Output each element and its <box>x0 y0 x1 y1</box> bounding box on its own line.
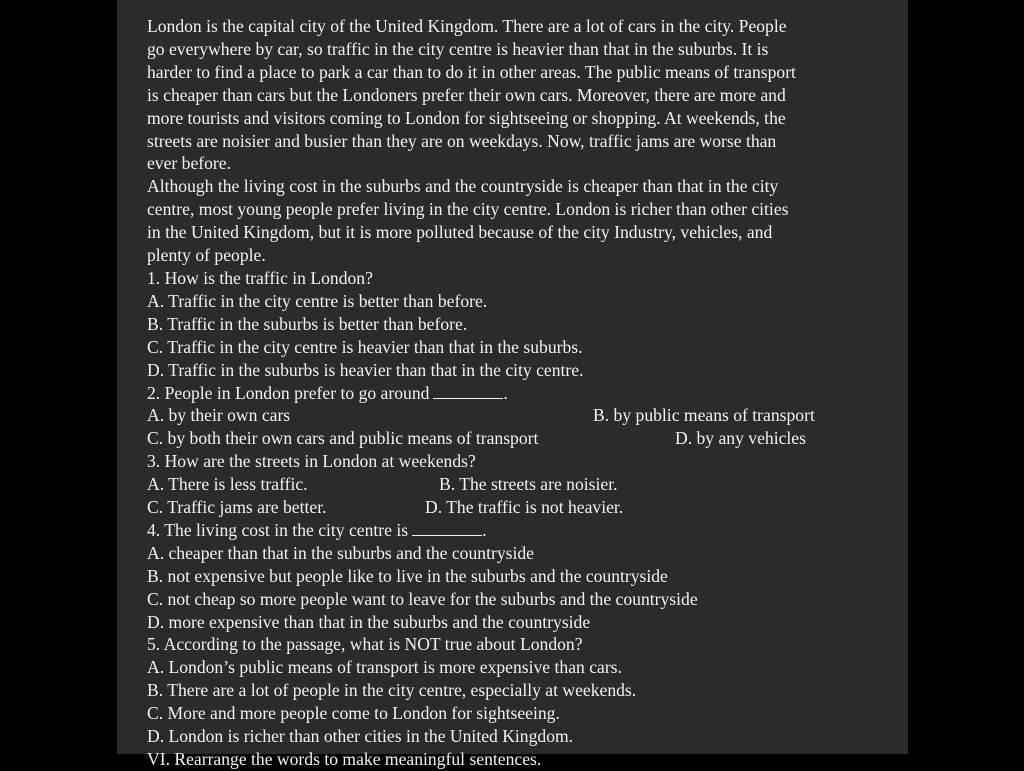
stem-period: . <box>482 519 487 540</box>
passage-line: harder to find a place to park a car than to do it in other areas. The public means of transport <box>147 61 796 82</box>
question-3 <box>147 450 892 519</box>
question-stem: 3. How are the streets in London at weekends? <box>147 451 476 472</box>
option-b: B. There are a lot of people in the city centre, especially at weekends. <box>147 680 637 701</box>
option-b: B. Traffic in the suburbs is better than before. <box>147 313 468 334</box>
question-stem: 1. How is the traffic in London? <box>147 267 373 288</box>
passage-line: ever before. <box>147 153 231 174</box>
option-d: D. Traffic in the suburbs is heavier than that in the city centre. <box>147 359 584 380</box>
question-5 <box>147 633 892 748</box>
question-4 <box>147 519 892 634</box>
option-c: C. by both their own cars and public means of transport <box>147 428 539 449</box>
answer-blank <box>433 383 503 399</box>
passage-paragraph-2 <box>147 175 892 267</box>
option-b: B. not expensive but people like to live in the suburbs and the countryside <box>147 565 668 586</box>
option-d: D. London is richer than other cities in the United Kingdom. <box>147 726 574 747</box>
question-stem: 5. According to the passage, what is NOT true about London? <box>147 634 583 655</box>
option-row <box>147 473 892 496</box>
option-a: A. London’s public means of transport is more expensive than cars. <box>147 657 622 678</box>
option-d: D. The traffic is not heavier. <box>425 496 624 517</box>
passage-line: streets are noisier and busier than they are on weekdays. Now, traffic jams are worse than <box>147 130 777 151</box>
option-c: C. Traffic in the city centre is heavier than that in the suburbs. <box>147 336 583 357</box>
passage-line: is cheaper than cars but the Londoners prefer their own cars. Moreover, there are more and <box>147 84 786 105</box>
document-content <box>147 15 892 771</box>
question-stem-text: 2. People in London prefer to go around <box>147 382 430 403</box>
question-1 <box>147 267 892 382</box>
option-d: D. more expensive than that in the suburbs and the countryside <box>147 611 591 632</box>
option-a: A. There is less traffic. <box>147 474 308 495</box>
question-stem <box>147 382 892 405</box>
answer-blank <box>412 520 482 536</box>
passage-line: London is the capital city of the United Kingdom. There are a lot of cars in the city. People <box>147 16 787 36</box>
option-b: B. The streets are noisier. <box>439 474 618 495</box>
passage-line: Although the living cost in the suburbs and the countryside is cheaper than that in the city <box>147 176 779 197</box>
passage-line: plenty of people. <box>147 245 266 266</box>
section-heading-cutoff: VI. Rearrange the words to make meaningful sentences. <box>147 748 542 769</box>
option-a: A. Traffic in the city centre is better than before. <box>147 290 488 311</box>
question-stem-text: 4. The living cost in the city centre is <box>147 519 409 540</box>
stem-period: . <box>503 382 508 403</box>
option-d: D. by any vehicles <box>675 428 806 449</box>
option-row <box>147 496 892 519</box>
question-stem <box>147 519 892 542</box>
option-c: C. Traffic jams are better. <box>147 496 327 517</box>
option-a: A. cheaper than that in the suburbs and the countryside <box>147 542 534 563</box>
option-a: A. by their own cars <box>147 405 291 426</box>
option-c: C. More and more people come to London for sightseeing. <box>147 703 560 724</box>
passage-line: centre, most young people prefer living in the city centre. London is richer than other cities <box>147 199 789 220</box>
option-b: B. by public means of transport <box>593 405 815 426</box>
option-row <box>147 427 892 450</box>
question-2 <box>147 382 892 451</box>
passage-line: more tourists and visitors coming to London for sightseeing or shopping. At weekends, the <box>147 107 786 128</box>
passage-line: in the United Kingdom, but it is more polluted because of the city Industry, vehicles, and <box>147 222 773 243</box>
document-page <box>117 0 908 769</box>
option-row <box>147 404 892 427</box>
passage-paragraph-1 <box>147 15 892 175</box>
option-c: C. not cheap so more people want to leave for the suburbs and the countryside <box>147 588 698 609</box>
passage-line: go everywhere by car, so traffic in the city centre is heavier than that in the suburbs. It is <box>147 38 769 59</box>
